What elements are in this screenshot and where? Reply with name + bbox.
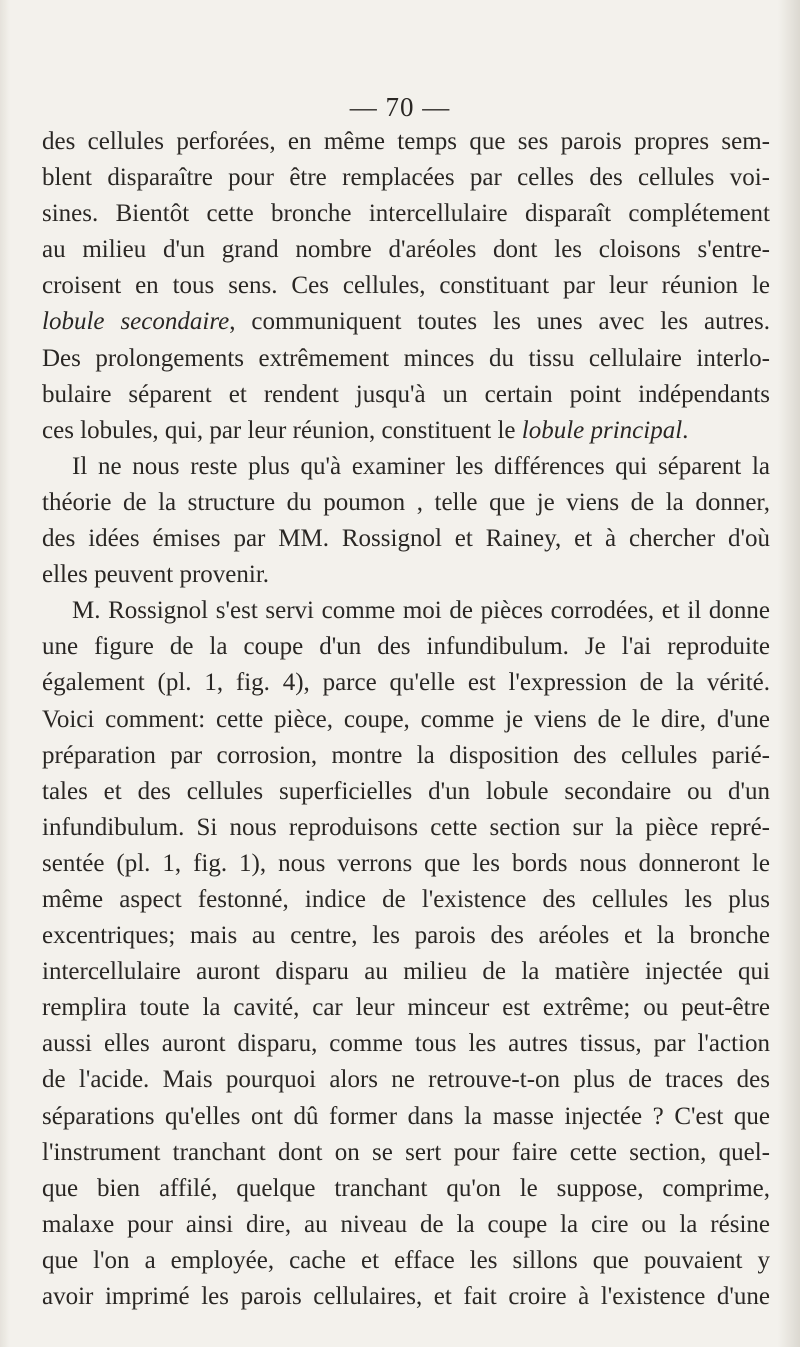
text-line-2: blent disparaître pour être remplacées par celles des cellules voi-: [42, 164, 770, 192]
text-line-1: des cellules perforées, en même temps que ses parois propres sem-: [42, 128, 770, 155]
page-number: — 70 —: [349, 92, 451, 122]
text-line-24: intercellulaire auront disparu au milieu de la matière injectée qui: [42, 958, 770, 986]
page-right-edge-shadow: [778, 0, 800, 1347]
text-line-6-rest: , communiquent toutes les unes avec les autres.: [229, 308, 770, 336]
text-line-33: avoir imprimé les parois cellulaires, et fait croire à l'existence d'une: [42, 1283, 770, 1310]
text-line-13: elles peuvent provenir.: [42, 561, 270, 589]
italic-term-lobule-secondaire: lobule secondaire: [42, 308, 230, 336]
text-line-9-tail: .: [682, 416, 689, 444]
text-line-19: tales et des cellules superficielles d'un lobule secondaire ou d'un: [42, 777, 770, 805]
text-line-20: infundibulum. Si nous reproduisons cette section sur la pièce repré-: [42, 813, 770, 841]
text-line-17: Voici comment: cette pièce, coupe, comme je viens de le dire, d'une: [42, 705, 770, 733]
text-line-23: excentriques; mais au centre, les parois des aréoles et la bronche: [42, 922, 770, 950]
text-line-26: aussi elles auront disparu, comme tous les autres tissus, par l'action: [42, 1030, 770, 1058]
text-line-8: bulaire séparent et rendent jusqu'à un certain point indépendants: [42, 380, 770, 408]
text-line-11: théorie de la structure du poumon , telle que je viens de la donner,: [42, 488, 770, 516]
text-line-14: M. Rossignol s'est servi comme moi de pièces corrodées, et il donne: [72, 597, 770, 625]
text-line-12: des idées émises par MM. Rossignol et Rainey, et à chercher d'où: [42, 525, 770, 553]
text-line-5: croisent en tous sens. Ces cellules, constituant par leur réunion le: [42, 272, 770, 300]
body-text: [42, 124, 770, 1315]
text-line-9-lead: ces lobules, qui, par leur réunion, constituent le: [42, 416, 522, 444]
text-line-29: l'instrument tranchant dont on se sert pour faire cette section, quel-: [42, 1138, 770, 1166]
text-line-31: malaxe pour ainsi dire, au niveau de la coupe la cire ou la résine: [42, 1210, 770, 1238]
text-line-16: également (pl. 1, fig. 4), parce qu'elle est l'expression de la vérité.: [42, 669, 770, 697]
text-line-4: au milieu d'un grand nombre d'aréoles dont les cloisons s'entre-: [42, 236, 770, 264]
text-line-27: de l'acide. Mais pourquoi alors ne retrouve-t-on plus de traces des: [42, 1066, 770, 1094]
text-line-21: sentée (pl. 1, fig. 1), nous verrons que les bords nous donneront le: [42, 849, 770, 877]
text-line-7: Des prolongements extrêmement minces du tissu cellulaire interlo-: [42, 344, 770, 372]
text-line-18: préparation par corrosion, montre la disposition des cellules parié-: [42, 741, 770, 769]
text-line-25: remplira toute la cavité, car leur minceur est extrême; ou peut-être: [42, 994, 770, 1022]
italic-term-lobule-principal: lobule principal: [521, 416, 683, 444]
text-line-9: [42, 413, 770, 449]
text-line-10: Il ne nous reste plus qu'à examiner les différences qui séparent la: [72, 452, 770, 480]
text-line-15: une figure de la coupe d'un des infundibulum. Je l'ai reproduite: [42, 633, 770, 661]
page-left-edge-shadow: [0, 0, 10, 1347]
text-line-32: que l'on a employée, cache et efface les sillons que pouvaient y: [42, 1246, 770, 1274]
text-line-6: [42, 304, 770, 340]
text-line-28: séparations qu'elles ont dû former dans la masse injectée ? C'est que: [42, 1102, 770, 1130]
text-line-3: sines. Bientôt cette bronche intercellulaire disparaît complétement: [42, 200, 770, 228]
text-line-30: que bien affilé, quelque tranchant qu'on le suppose, comprime,: [42, 1174, 770, 1202]
text-line-22: même aspect festonné, indice de l'existence des cellules les plus: [42, 885, 770, 913]
